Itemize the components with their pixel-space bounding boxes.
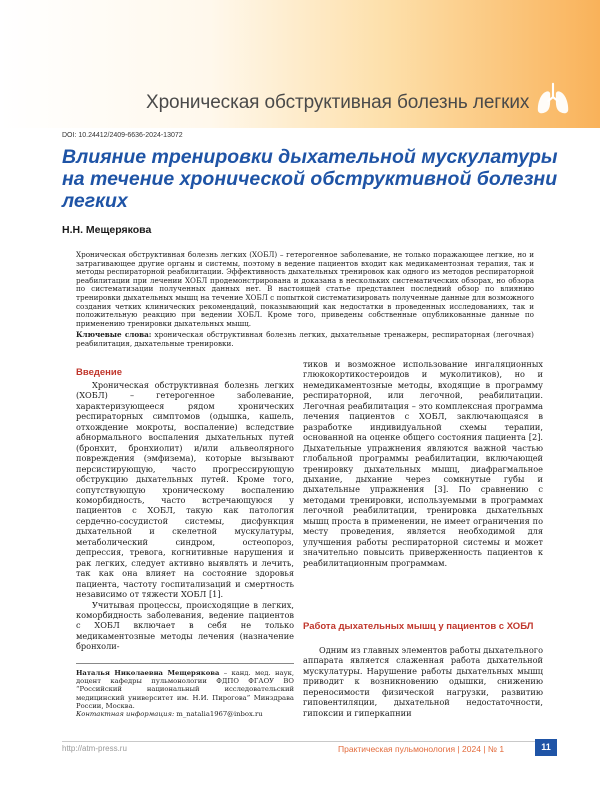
column-right-top bbox=[303, 359, 543, 568]
footer-url-link[interactable]: http://atm-press.ru bbox=[62, 744, 127, 753]
paragraph-intro-1: Хроническая обструктивная болезнь легких (ХОБЛ) – гетерогенное заболевание, характеризующееся рядом хронических респираторных симптомов (одышка, кашель, отхождение мокроты, воспаление) вследствие абнормального воспаления дыхательных путей (бронхит, бронхиолит) и/или альвеолярного повреждения (эмфизема), которые вызывают персистирующую, часто прогрессирующую обструкцию дыхательных путей. Кроме того, сопутствующую хроническому воспалению коморбидность, часто встречающуюся у пациентов с ХОБЛ, такую как патология сердечно-сосудистой системы, дисфункция дыхательной и скелетной мускулатуры, метаболический синдром, остеопороз, депрессия, тревога, когнитивные нарушения и рак легких, следует активно выявлять и лечить, так как она влияет на состояние здоровья пациента, частоту госпитализаций и смертность независимо от тяжести ХОБЛ [1]. bbox=[76, 380, 294, 600]
paragraph-intro-2-end: тиков и возможное использование ингаляционных глюкокортикостероидов и муколитиков), но и немедикаментозные методы, входящие в программу респираторной, или легочной, реабилитации. Легочная реабилитация – это комплексная программа лечения пациентов с ХОБЛ, заключающаяся в разработке индивидуальной схемы терапии, основанной на оценке общего состояния пациента [2]. Дыхательные упражнения являются важной частью глобальной программы реабилитации, включающей тренировку дыхательных мышц, диафрагмальное дыхание, дыхание через сомкнутые губы и дыхательные упражнения [3]. По сравнению с методами тренировки, используемыми в программах легочной реабилитации, тренировка дыхательных мышц проста в применении, не имеет ограничения по месту проведения, является необходимой для улучшения работы респираторной системы и может значительно повысить приверженность пациентов к реабилитационным программам. bbox=[303, 359, 543, 568]
footer-divider bbox=[62, 741, 536, 742]
keywords-text: хроническая обструктивная болезнь легких, дыхательные тренажеры, респираторная (легочная) реабилитация, дыхательные тренировки. bbox=[76, 330, 534, 348]
article-author: Н.Н. Мещерякова bbox=[62, 224, 152, 236]
author-contact-email[interactable]: m_natalia1967@inbox.ru bbox=[174, 710, 263, 719]
paragraph-muscles-1: Одним из главных элементов работы дыхательного аппарата является слаженная работа дыхательной мускулатуры. Нарушение работы дыхательных мышц приводит к возникновению одышки, снижению переносимости физической нагрузки, развитию гиповентиляции, дыхательной недостаточности, гипоксии и гиперкапнии bbox=[303, 645, 543, 718]
keywords bbox=[76, 331, 534, 348]
footer-journal: Практическая пульмонология | 2024 | № 1 bbox=[338, 744, 505, 754]
column-left bbox=[76, 380, 294, 652]
section-heading-intro: Введение bbox=[76, 367, 123, 378]
article-title: Влияние тренировки дыхательной мускулатуры на течение хронической обструктивной болезни легких bbox=[62, 146, 558, 212]
section-header-title: Хроническая обструктивная болезнь легких bbox=[146, 92, 530, 113]
author-info-details: – канд. мед. наук, доцент кафедры пульмонологии ФДПО ФГАОУ ВО “Российский национальный исследовательский медицинский университет им. Н.И. Пирогова” Минздрава России, Москва. bbox=[76, 669, 294, 710]
abstract: Хроническая обструктивная болезнь легких (ХОБЛ) – гетерогенное заболевание, не только поражающее легкие, но и затрагивающее другие органы и системы, поэтому в ведение пациентов входит как медикаментозная терапия, так и методы респираторной реабилитации. Эффективность дыхательных тренировок как одного из методов респираторной реабилитации при лечении ХОБЛ продемонстрирована и доказана в нескольких систематических обзорах, но обзора по систематизации полученных данных нет. В настоящей статье представлен последний обзор по влиянию тренировки дыхательных мышц на течение ХОБЛ с попыткой систематизировать полученные данные для возможного создания четких клинических рекомендаций, показывающий как недостатки в проведенных исследованиях, так и положительную реакцию при ведении ХОБЛ. Кроме того, приведены собственные опубликованные данные по применению тренировки дыхательных мышц. bbox=[76, 250, 534, 328]
doi: DOI: 10.24412/2409-6636-2024-13072 bbox=[62, 132, 183, 139]
section-heading-respiratory-muscles: Работа дыхательных мышц у пациентов с ХОБЛ bbox=[303, 621, 534, 632]
lungs-icon bbox=[534, 80, 572, 118]
page-number: 11 bbox=[535, 739, 557, 756]
author-info-name: Наталья Николаевна Мещерякова bbox=[76, 669, 220, 677]
paragraph-intro-2-start: Учитывая процессы, происходящие в легких, коморбидность заболевания, ведение пациентов с ХОБЛ включает в себя не только медикаментозные методы лечения (назначение бронхоли- bbox=[76, 599, 294, 652]
keywords-label: Ключевые слова: bbox=[76, 330, 152, 339]
column-right-bottom bbox=[303, 645, 543, 718]
author-contact-label: Контактная информация: bbox=[76, 710, 175, 719]
author-info-box bbox=[76, 663, 294, 718]
